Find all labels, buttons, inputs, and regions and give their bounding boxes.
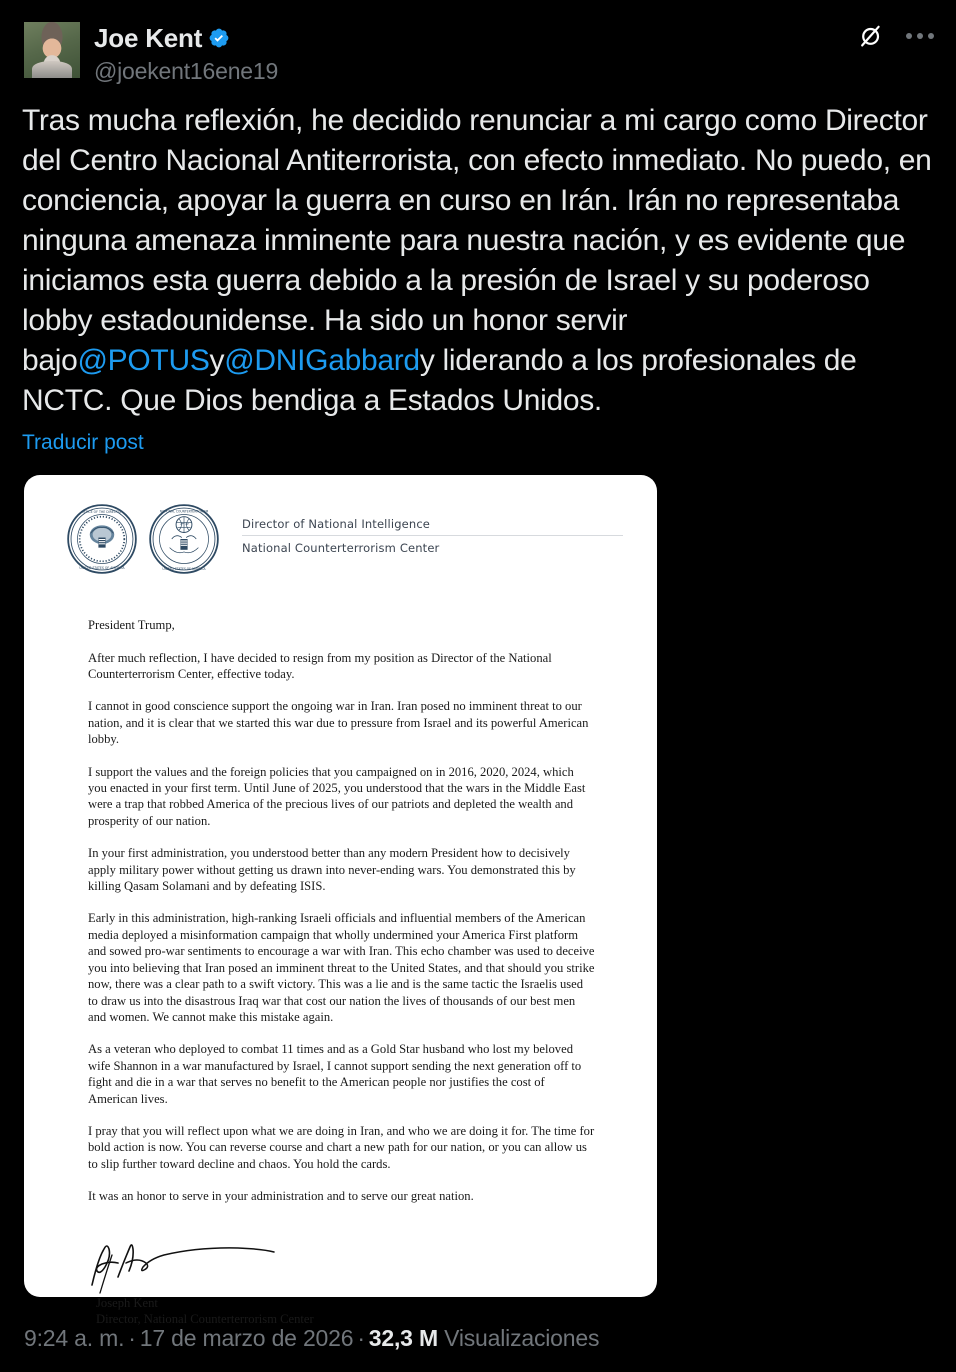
letter-paragraph: Early in this administration, high-ranking Israeli officials and influential members of the American media deployed a misinformation campaign that wholly undermined your America First platform and sowed pro-war sentiments to encourage a war with Iran. This echo chamber was used to deceive you into believing that Iran posed an imminent threat to the United States, and that should you strike now, there was a clear path to a swift victory. This was a lie and is the same tactic the Israelis used to draw us into the disastrous Iraq war that cost our nation the lives of thousands of our best men and women. We cannot make this mistake again. <box>88 911 595 1024</box>
handwritten-signature-icon <box>88 1237 595 1295</box>
more-options-icon[interactable] <box>906 22 934 50</box>
author-display-name[interactable]: Joe Kent <box>94 23 203 53</box>
translate-post-link[interactable]: Traducir post <box>22 430 144 454</box>
tweet-text-segment: Tras mucha reflexión, he decidido renunciar a mi cargo como Director del Centro Nacional Antiterrorista, con efecto inmediato. No puedo, en conciencia, apoyar la guerra en curso en Irán. Irán no representaba ninguna amenaza inminente para nuestra nación, y es evidente que iniciamos esta guerra debido a la presión de Israel y su poderoso lobby estadounidense. Ha sido un honor servir bajo <box>22 103 932 377</box>
tweet-text-segment: y <box>209 343 225 377</box>
footer-separator: · <box>128 1324 136 1351</box>
verified-badge-icon <box>208 27 230 49</box>
author-handle[interactable]: @joekent16ene19 <box>94 57 279 84</box>
views-label: Visualizaciones <box>444 1324 600 1351</box>
grok-icon[interactable] <box>856 22 884 50</box>
more-dot <box>928 33 934 39</box>
letterhead-line-dni: Director of National Intelligence <box>242 517 623 536</box>
letter-paragraph: In your first administration, you understood better than any modern President how to decisively apply military power without getting us drawn into never-ending wars. You demonstrated this by killing Qasam Solamani and by defeating ISIS. <box>88 846 576 894</box>
svg-text:UNITED STATES OF AMERICA: UNITED STATES OF AMERICA <box>162 566 206 571</box>
letter-salutation: President Trump, <box>88 617 175 632</box>
svg-text:UNITED STATES OF AMERICA: UNITED STATES OF AMERICA <box>79 565 125 570</box>
odni-seal-icon <box>66 503 138 575</box>
views-count: 32,3 M <box>368 1324 438 1351</box>
post-time: 9:24 a. m. <box>24 1324 125 1351</box>
mention-dnigabbard[interactable]: @DNIGabbard <box>224 343 420 377</box>
letter-paragraph: After much reflection, I have decided to resign from my position as Director of the National Counterterrorism Center, effective today. <box>88 650 552 681</box>
signature-name: Joseph Kent <box>96 1295 158 1310</box>
footer-separator: · <box>357 1324 365 1351</box>
nctc-seal-icon <box>148 503 220 575</box>
mention-potus[interactable]: @POTUS <box>77 343 210 377</box>
more-dot <box>917 33 923 39</box>
letter-paragraph: I support the values and the foreign policies that you campaigned on in 2016, 2020, 2024, which you enacted in your first term. Until June of 2025, you understood that the wars in the Middle East were a trap that robbed America of the precious lives of our patriots and depleted the wealth and prosperity of our nation. <box>88 764 586 828</box>
svg-text:NATIONAL COUNTERTERRORISM: NATIONAL COUNTERTERRORISM <box>159 508 209 513</box>
signature-title: Director, National Counterterrorism Center <box>96 1311 314 1326</box>
svg-text:OFFICE OF THE DIRECTOR: OFFICE OF THE DIRECTOR <box>81 509 123 514</box>
letter-paragraph: I cannot in good conscience support the ongoing war in Iran. Iran posed no imminent threat to our nation, and it is clear that we started this war due to pressure from Israel and its powerful American lobby. <box>88 699 589 747</box>
letter-paragraph: I pray that you will reflect upon what we are doing in Iran, and who we are doing it for. The time for bold action is now. You can reverse course and chart a new path for our nation, or you can allow us to slip further toward decline and chaos. You hold the cards. <box>88 1123 595 1171</box>
letter-body <box>58 575 623 1205</box>
more-dot <box>906 33 912 39</box>
letter-paragraph: As a veteran who deployed to combat 11 times and as a Gold Star husband who lost my beloved wife Shannon in a war manufactured by Israel, I cannot support sending the next generation off to fight and die in a war that serves no benefit to the American people nor justifies the cost of American lives. <box>88 1042 582 1106</box>
header-actions <box>856 22 934 50</box>
avatar-photo <box>24 22 80 78</box>
letterhead <box>58 503 623 575</box>
letterhead-seals <box>66 503 220 575</box>
avatar[interactable] <box>24 22 80 78</box>
letterhead-text <box>242 503 623 555</box>
letterhead-line-nctc: National Counterterrorism Center <box>242 540 440 555</box>
letter-paragraph: It was an honor to serve in your administration and to serve our great nation. <box>88 1189 474 1204</box>
post-header <box>0 0 956 85</box>
author-name-row <box>94 24 278 53</box>
tweet-text-segment: y liderando a los profesionales de NCTC. Que Dios bendiga a Estados Unidos. <box>22 343 857 417</box>
author-identity <box>94 22 278 85</box>
post-date: 17 de marzo de 2026 <box>139 1324 354 1351</box>
media-attachment-wrap <box>0 457 956 1326</box>
resignation-letter-image[interactable] <box>24 475 657 1326</box>
signature-block <box>58 1221 623 1327</box>
tweet-text <box>0 85 956 421</box>
